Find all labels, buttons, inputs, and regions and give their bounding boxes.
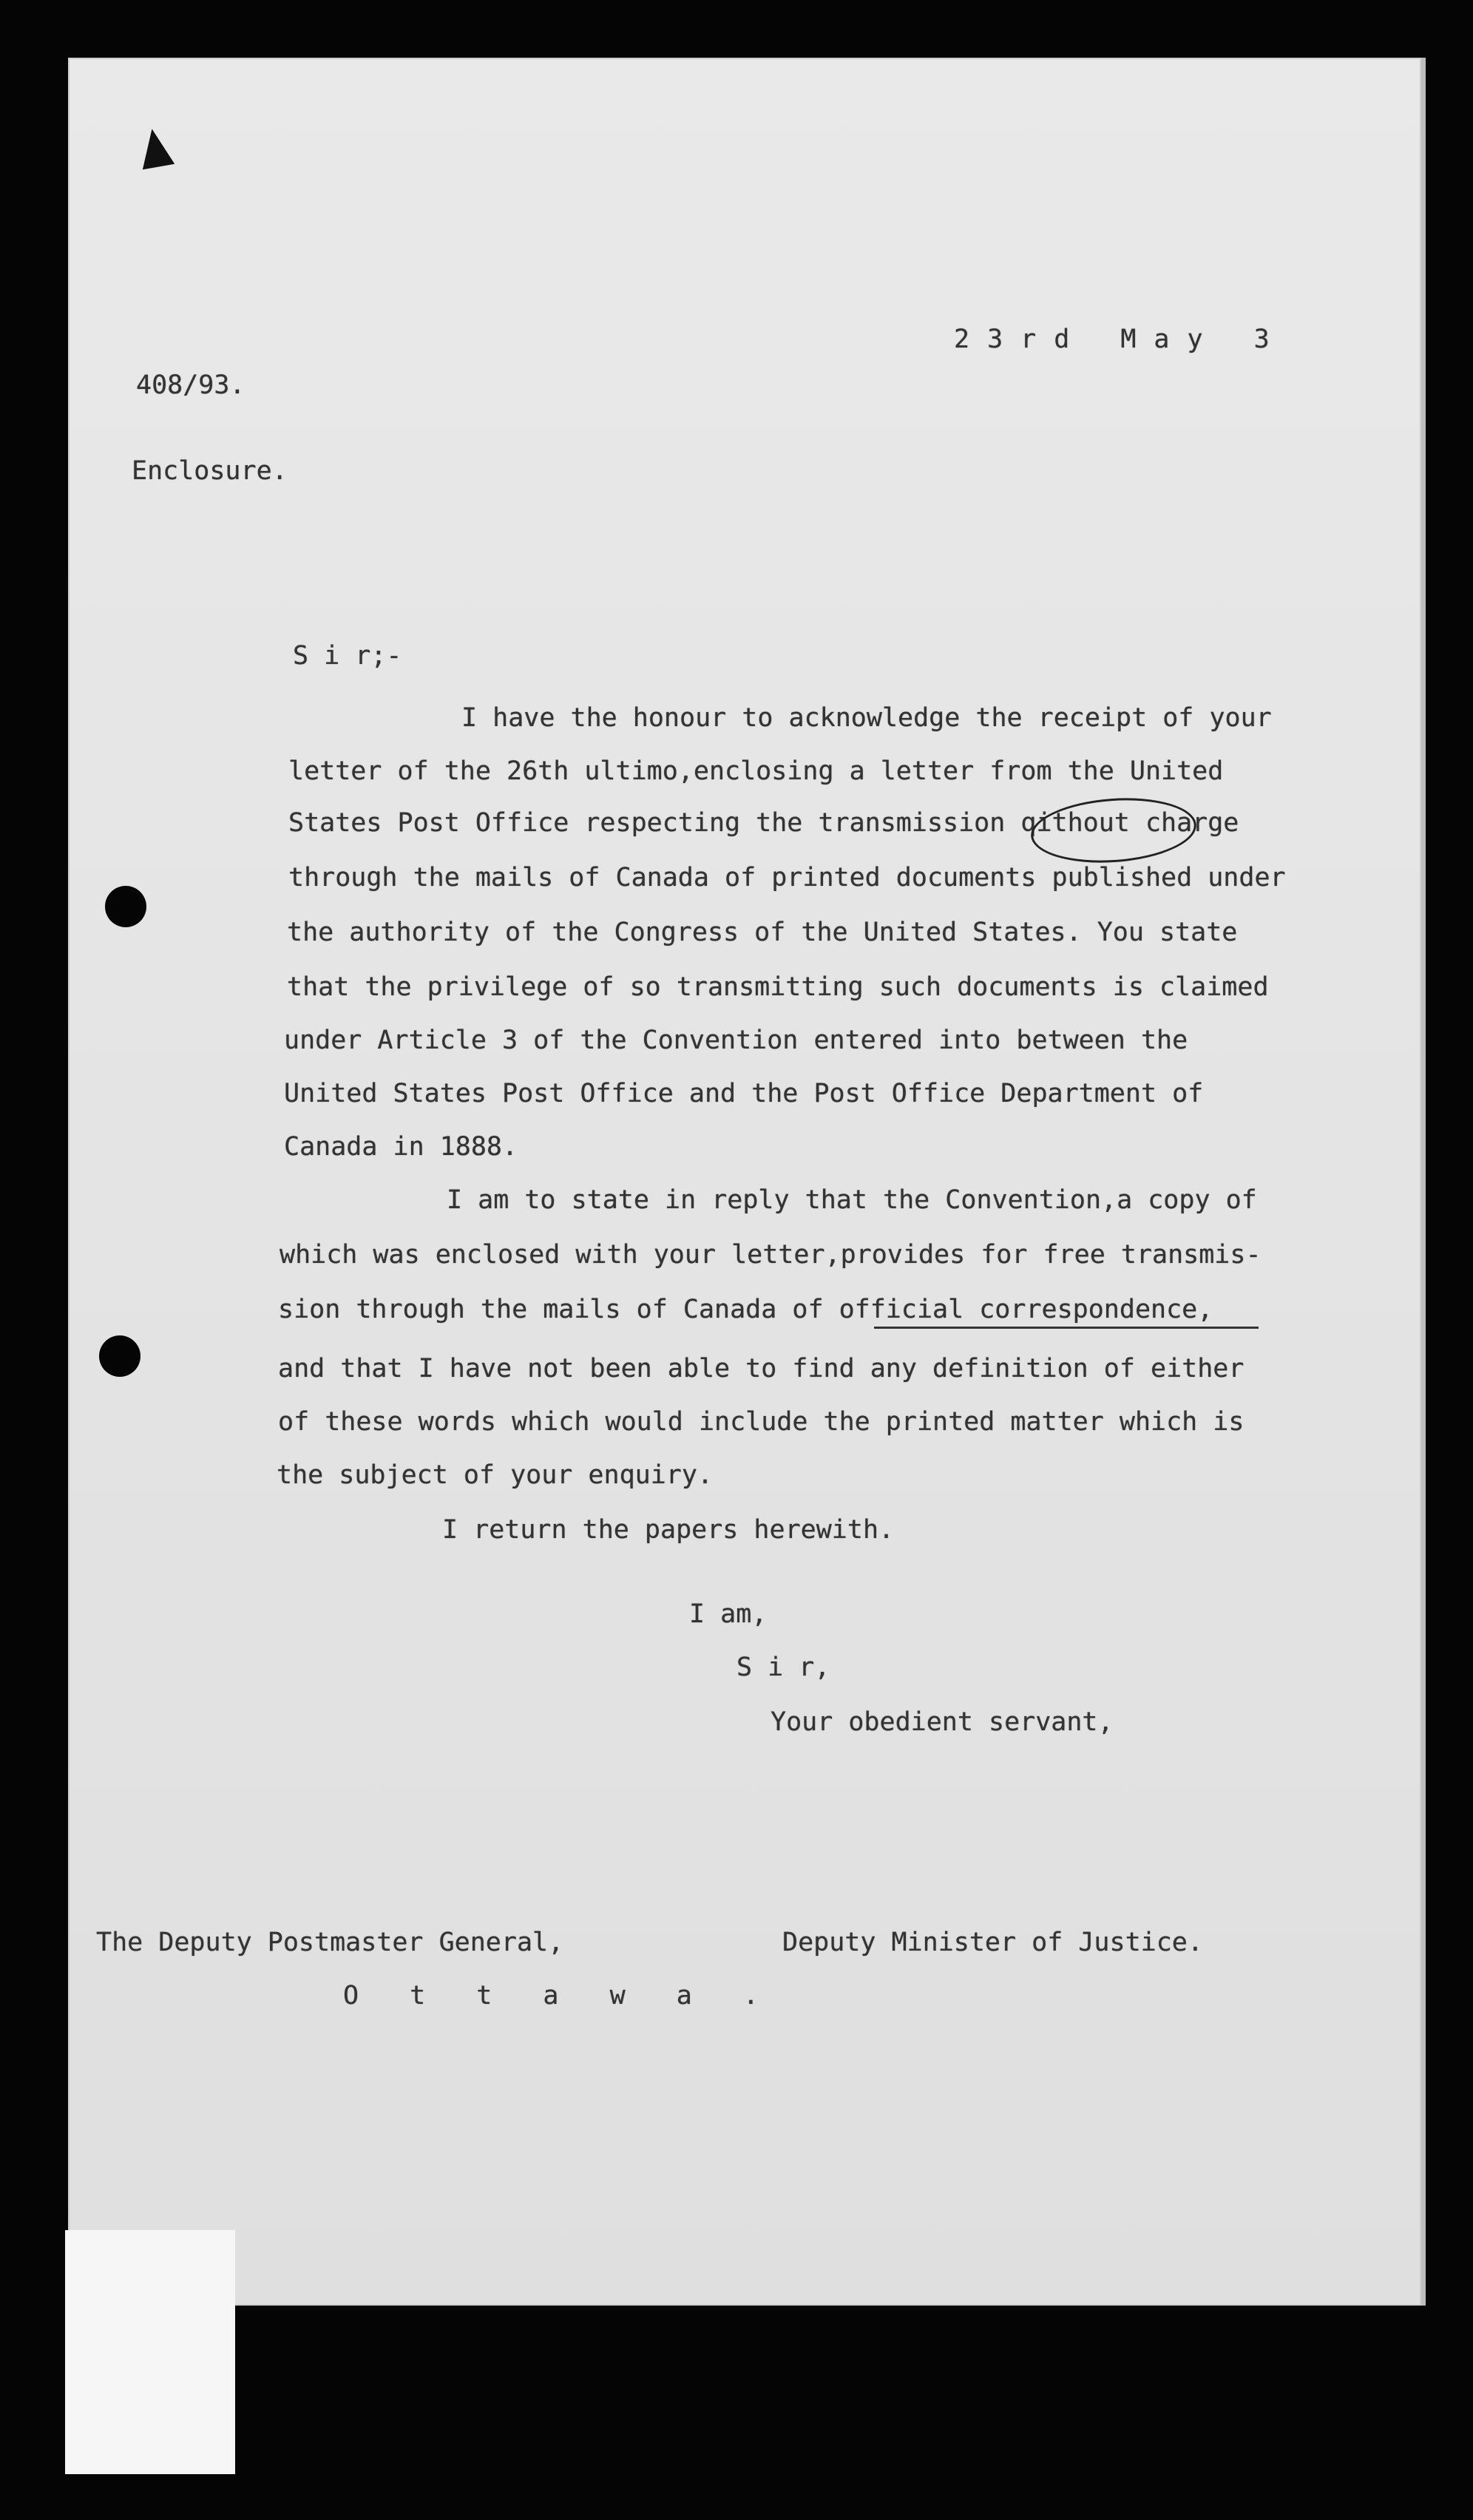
closing-i-am: I am, (689, 1599, 768, 1629)
body-line: through the mails of Canada of printed documents published under (288, 863, 1286, 892)
file-number: 408/93. (136, 370, 246, 400)
body-line: United States Post Office and the Post Office Department of (284, 1079, 1204, 1108)
body-line: States Post Office respecting the transmission qithout charge (288, 808, 1239, 838)
letter-date: 23rd May 3 (954, 325, 1287, 354)
letter-page (68, 58, 1426, 2306)
body-line: that the privilege of so transmitting such documents is claimed (287, 972, 1269, 1002)
enclosure-label: Enclosure. (132, 456, 288, 486)
body-line: the authority of the Congress of the United States. You state (287, 918, 1238, 947)
body-line: Canada in 1888. (284, 1132, 518, 1162)
addressee-line: The Deputy Postmaster General, (96, 1928, 564, 1957)
body-line: under Article 3 of the Convention entered into between the (284, 1026, 1188, 1055)
archive-tag (65, 2230, 235, 2474)
paper-corner-mark (136, 126, 175, 170)
body-line: letter of the 26th ultimo,enclosing a letter from the United (288, 756, 1224, 786)
underline-official-correspondence (874, 1327, 1259, 1329)
punch-hole-bottom (99, 1335, 140, 1377)
closing-sir: S i r, (736, 1653, 830, 1682)
body-line: I return the papers herewith. (442, 1515, 895, 1545)
closing-obedient-servant: Your obedient servant, (771, 1707, 1114, 1737)
body-line: the subject of your enquiry. (277, 1460, 714, 1490)
signatory: Deputy Minister of Justice. (782, 1928, 1203, 1957)
body-line: which was enclosed with your letter,provides for free transmis- (280, 1240, 1262, 1270)
body-line: and that I have not been able to find any definition of either (278, 1354, 1245, 1383)
punch-hole-top (105, 886, 146, 927)
body-line: sion through the mails of Canada of official correspondence, (278, 1295, 1213, 1324)
addressee-city: O t t a w a . (343, 1981, 776, 2011)
body-line: of these words which would include the printed matter which is (278, 1407, 1245, 1437)
body-line: I have the honour to acknowledge the receipt of your (461, 703, 1272, 733)
body-line: I am to state in reply that the Convention,a copy of (447, 1185, 1257, 1215)
salutation: S i r;- (293, 641, 402, 671)
